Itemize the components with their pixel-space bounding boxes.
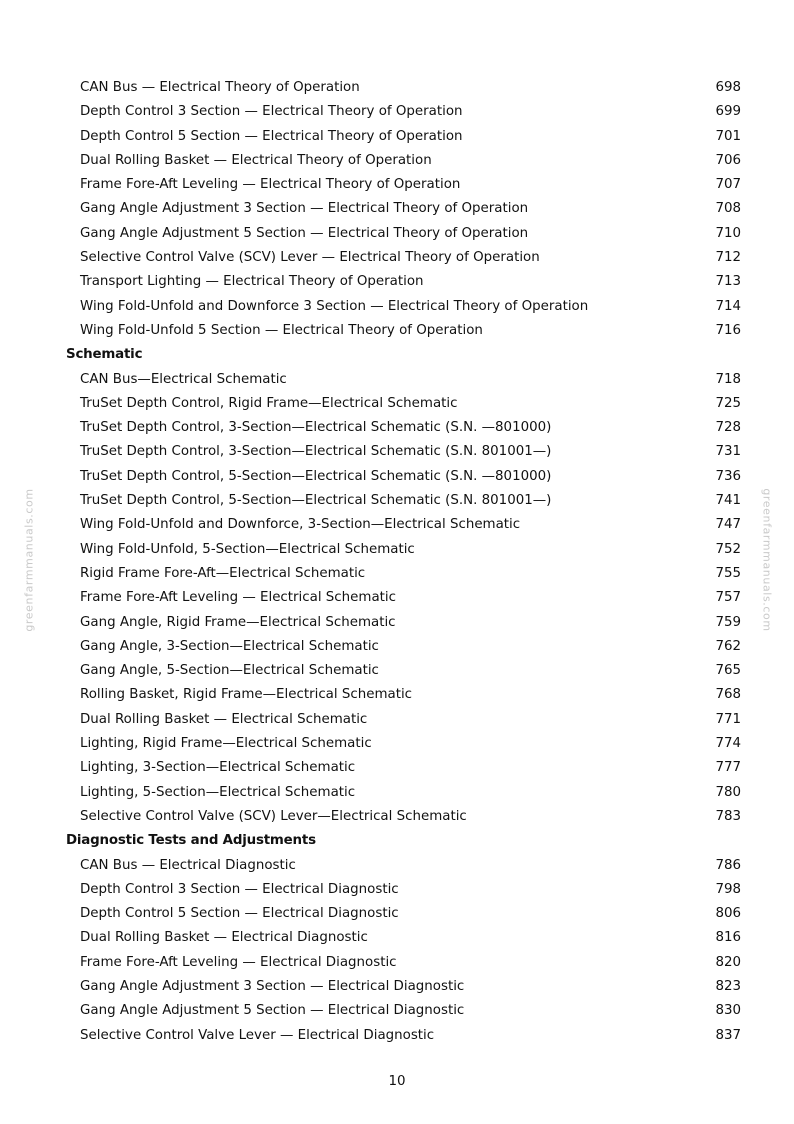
toc-entry-page[interactable]: 701 (715, 128, 741, 144)
toc-entry-title[interactable]: Rolling Basket, Rigid Frame—Electrical Schematic (80, 687, 413, 703)
toc-entry[interactable] (0, 926, 794, 950)
toc-entry-page[interactable]: 823 (715, 978, 741, 994)
toc-entry-title[interactable]: Selective Control Valve (SCV) Lever — Electrical Theory of Operation (80, 250, 540, 266)
toc-entry-title[interactable]: Gang Angle, 5-Section—Electrical Schematic (80, 663, 379, 679)
toc-entry-page[interactable]: 786 (715, 857, 741, 873)
toc-entry[interactable] (0, 100, 794, 124)
toc-entry-title[interactable]: Depth Control 5 Section — Electrical Diagnostic (80, 906, 399, 922)
toc-entry-page[interactable]: 830 (715, 1003, 741, 1019)
toc-entry-page[interactable]: 718 (715, 371, 741, 387)
toc-entry-page[interactable]: 736 (715, 468, 741, 484)
toc-entry-page[interactable]: 755 (715, 565, 741, 581)
toc-entry[interactable] (0, 562, 794, 586)
toc-entry[interactable] (0, 76, 794, 100)
section-heading-title: Diagnostic Tests and Adjustments (66, 833, 316, 849)
toc-entry-page[interactable]: 768 (715, 687, 741, 703)
toc-entry[interactable] (0, 586, 794, 610)
toc-entry[interactable] (0, 319, 794, 343)
toc-entry-title[interactable]: Gang Angle Adjustment 5 Section — Electrical Theory of Operation (80, 225, 529, 241)
toc-entry[interactable] (0, 149, 794, 173)
toc-entry[interactable] (0, 999, 794, 1023)
toc-entry-page[interactable]: 806 (715, 906, 741, 922)
toc-entry-page[interactable]: 706 (715, 152, 741, 168)
toc-entry-title[interactable]: Transport Lighting — Electrical Theory of Operation (80, 274, 424, 290)
toc-entry[interactable] (0, 489, 794, 513)
toc-entry-page[interactable]: 699 (715, 104, 741, 120)
toc-entry-page[interactable]: 780 (715, 784, 741, 800)
watermark-right: greenfarmmanuals.com (760, 488, 774, 632)
toc-entry-title[interactable]: Wing Fold-Unfold and Downforce, 3-Section—Electrical Schematic (80, 517, 521, 533)
toc-entry-title[interactable]: Gang Angle Adjustment 3 Section — Electrical Theory of Operation (80, 201, 529, 217)
toc-entry-title[interactable]: Depth Control 5 Section — Electrical Theory of Operation (80, 128, 463, 144)
toc-entry-page[interactable]: 777 (715, 760, 741, 776)
toc-entry-title[interactable]: Gang Angle, Rigid Frame—Electrical Schematic (80, 614, 396, 630)
toc-entry-page[interactable]: 774 (715, 736, 741, 752)
toc-entry-title[interactable]: TruSet Depth Control, 3-Section—Electrical Schematic (S.N. 801001—) (80, 444, 552, 460)
toc-entry[interactable] (0, 465, 794, 489)
toc-entry-title[interactable]: Lighting, 5-Section—Electrical Schematic (80, 784, 356, 800)
toc-entry[interactable] (0, 392, 794, 416)
toc-entry-title[interactable]: Lighting, 3-Section—Electrical Schematic (80, 760, 356, 776)
watermark-left: greenfarmmanuals.com (22, 488, 36, 632)
toc-entry-page[interactable]: 765 (715, 663, 741, 679)
toc-entry[interactable] (0, 951, 794, 975)
toc-entry[interactable] (0, 125, 794, 149)
toc-entry-page[interactable]: 707 (715, 177, 741, 193)
toc-entry[interactable] (0, 222, 794, 246)
toc-entry[interactable] (0, 538, 794, 562)
toc-entry-title[interactable]: Wing Fold-Unfold 5 Section — Electrical Theory of Operation (80, 322, 483, 338)
toc-entry-page[interactable]: 762 (715, 638, 741, 654)
toc-entry-page[interactable]: 698 (715, 80, 741, 95)
toc-entry-page[interactable]: 708 (715, 201, 741, 217)
toc-entry[interactable] (0, 1024, 794, 1048)
toc-entry-page[interactable]: 710 (715, 225, 741, 241)
toc-entry-title[interactable]: TruSet Depth Control, Rigid Frame—Electrical Schematic (80, 395, 458, 411)
toc-entry-page[interactable]: 713 (715, 274, 741, 290)
toc-entry[interactable] (0, 246, 794, 270)
toc-entry-page[interactable]: 757 (715, 590, 741, 606)
toc-entry-page[interactable]: 771 (715, 711, 741, 727)
toc-entry[interactable] (0, 513, 794, 537)
toc-entry-page[interactable]: 741 (715, 493, 741, 509)
toc-entry[interactable] (0, 805, 794, 829)
toc-entry[interactable] (0, 732, 794, 756)
toc-entry-title[interactable]: Wing Fold-Unfold and Downforce 3 Section — Electrical Theory of Operation (80, 298, 589, 314)
toc-entry-title[interactable]: Lighting, Rigid Frame—Electrical Schematic (80, 736, 372, 752)
toc-entry-title[interactable]: Depth Control 3 Section — Electrical Diagnostic (80, 881, 399, 897)
toc-entry[interactable] (0, 708, 794, 732)
toc-entry-page[interactable]: 714 (715, 298, 741, 314)
toc-entry-page[interactable]: 759 (715, 614, 741, 630)
toc-entry-page[interactable]: 725 (715, 395, 741, 411)
toc-entry-page[interactable]: 728 (715, 420, 741, 436)
section-heading-title: Schematic (66, 347, 143, 363)
toc-entry-title[interactable]: TruSet Depth Control, 5-Section—Electrical Schematic (S.N. —801000) (80, 468, 552, 484)
toc-entry-title[interactable]: Dual Rolling Basket — Electrical Diagnostic (80, 930, 368, 946)
toc-entry[interactable] (0, 173, 794, 197)
toc-entry-page[interactable]: 731 (715, 444, 741, 460)
toc-entry-page[interactable]: 752 (715, 541, 741, 557)
toc-entry-title[interactable]: CAN Bus—Electrical Schematic (80, 371, 287, 387)
toc-entry-title[interactable]: Gang Angle, 3-Section—Electrical Schematic (80, 638, 379, 654)
toc-entry-title[interactable]: Dual Rolling Basket — Electrical Theory of Operation (80, 152, 432, 168)
toc-entry[interactable] (0, 368, 794, 392)
toc-entry-page[interactable]: 820 (715, 954, 741, 970)
toc-entry[interactable] (0, 270, 794, 294)
toc-entry[interactable] (0, 197, 794, 221)
toc-entry[interactable] (0, 416, 794, 440)
toc-entry-page[interactable]: 716 (715, 322, 741, 338)
toc-entry-title[interactable]: TruSet Depth Control, 3-Section—Electrical Schematic (S.N. —801000) (80, 420, 552, 436)
toc-entry[interactable] (0, 878, 794, 902)
toc-entry[interactable] (0, 902, 794, 926)
toc-entry-title[interactable]: Rigid Frame Fore-Aft—Electrical Schematic (80, 565, 366, 581)
toc-entry-title[interactable]: Gang Angle Adjustment 5 Section — Electrical Diagnostic (80, 1003, 465, 1019)
section-heading (0, 829, 794, 853)
toc-entry-page[interactable]: 798 (715, 881, 741, 897)
toc-entry-title[interactable]: Wing Fold-Unfold, 5-Section—Electrical Schematic (80, 541, 415, 557)
toc-entry-title[interactable]: CAN Bus — Electrical Diagnostic (80, 857, 296, 873)
toc-entry-title[interactable]: Frame Fore-Aft Leveling — Electrical Theory of Operation (80, 177, 461, 193)
toc-entry-title[interactable]: Dual Rolling Basket — Electrical Schematic (80, 711, 368, 727)
toc-entry-title[interactable]: Frame Fore-Aft Leveling — Electrical Diagnostic (80, 954, 397, 970)
toc-entry[interactable] (0, 683, 794, 707)
table-of-contents (0, 76, 794, 1048)
section-heading (0, 343, 794, 367)
toc-entry[interactable] (0, 611, 794, 635)
toc-entry-title[interactable]: Depth Control 3 Section — Electrical Theory of Operation (80, 104, 463, 120)
toc-entry[interactable] (0, 440, 794, 464)
toc-entry[interactable] (0, 781, 794, 805)
toc-entry-title[interactable]: Gang Angle Adjustment 3 Section — Electrical Diagnostic (80, 978, 465, 994)
toc-entry[interactable] (0, 975, 794, 999)
toc-entry-page[interactable]: 747 (715, 517, 741, 533)
toc-entry[interactable] (0, 659, 794, 683)
toc-entry-title[interactable]: Selective Control Valve (SCV) Lever—Electrical Schematic (80, 808, 467, 824)
toc-entry-page[interactable]: 837 (715, 1027, 741, 1043)
toc-entry-title[interactable]: Frame Fore-Aft Leveling — Electrical Schematic (80, 590, 396, 606)
toc-entry[interactable] (0, 756, 794, 780)
toc-entry-page[interactable]: 712 (715, 250, 741, 266)
toc-entry-page[interactable]: 816 (715, 930, 741, 946)
toc-entry[interactable] (0, 295, 794, 319)
toc-entry[interactable] (0, 635, 794, 659)
page-number: 10 (388, 1074, 406, 1089)
toc-entry-title[interactable]: Selective Control Valve Lever — Electrical Diagnostic (80, 1027, 435, 1043)
toc-entry-title[interactable]: TruSet Depth Control, 5-Section—Electrical Schematic (S.N. 801001—) (80, 493, 552, 509)
toc-entry-page[interactable]: 783 (715, 808, 741, 824)
toc-entry-title[interactable]: CAN Bus — Electrical Theory of Operation (80, 80, 360, 95)
toc-entry[interactable] (0, 854, 794, 878)
